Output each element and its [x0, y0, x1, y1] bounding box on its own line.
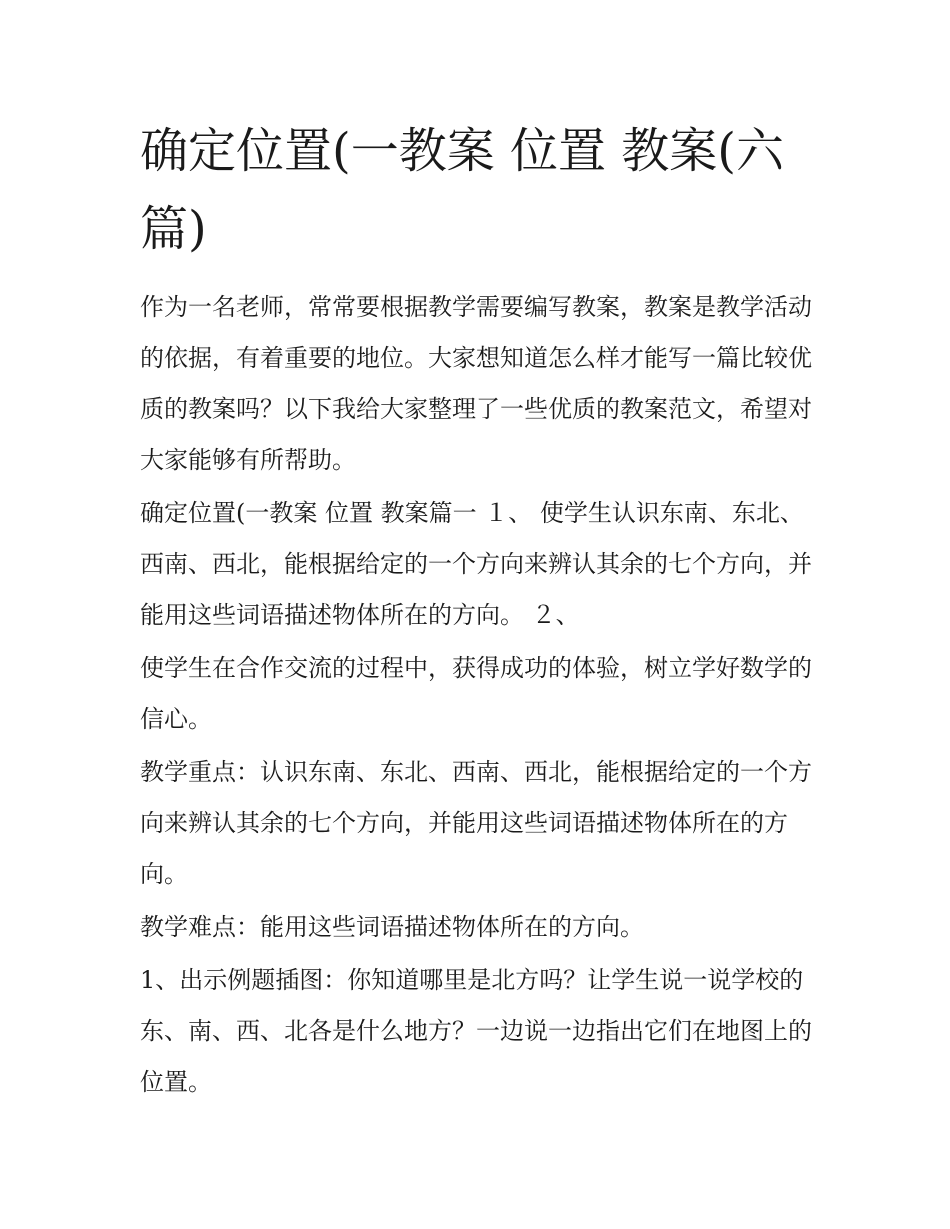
paragraph-objective-2: 使学生在合作交流的过程中，获得成功的体验，树立学好数学的信心。: [140, 654, 812, 733]
paragraph-difficulties: 教学难点：能用这些词语描述物体所在的方向。: [140, 913, 644, 941]
document-title: 确定位置(一教案 位置 教案(六篇): [140, 123, 784, 257]
paragraph-step-1: 1、出示例题插图：你知道哪里是北方吗？让学生说一说学校的东、南、西、北各是什么地方？一边说一边指出它们在地图上的位置。: [140, 966, 812, 1096]
paragraph-key-points: 教学重点：认识东南、东北、西南、西北，能根据给定的一个方向来辨认其余的七个方向，并能用这些词语描述物体所在的方向。: [140, 758, 812, 888]
document-body: [140, 112, 820, 1110]
paragraph-intro: 作为一名老师，常常要根据教学需要编写教案，教案是教学活动的依据，有着重要的地位。大家想知道怎么样才能写一篇比较优质的教案吗？以下我给大家整理了一些优质的教案范文，希望对大家能够有所帮助。: [140, 293, 812, 474]
paragraph-objectives: 确定位置(一教案 位置 教案篇一 １、 使学生认识东南、东北、西南、西北，能根据给定的一个方向来辨认其余的七个方向，并能用这些词语描述物体所在的方向。 ２、: [140, 499, 812, 629]
